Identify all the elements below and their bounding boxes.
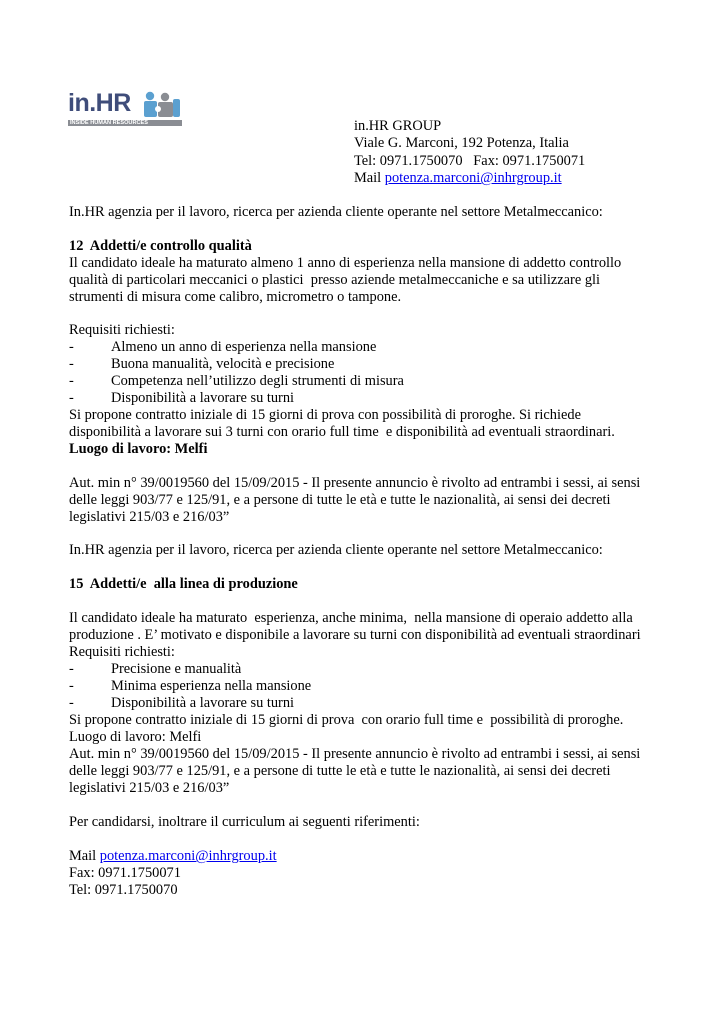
company-address: Viale G. Marconi, 192 Potenza, Italia — [354, 135, 569, 152]
ad2-legal-line: legislativi 215/03 e 216/03” — [69, 780, 230, 796]
ad1-title: 12 Addetti/e controllo qualità — [69, 238, 252, 254]
ad1-desc-line: strumenti di misura come calibro, micrometro o tampone. — [69, 289, 402, 305]
ad1-requirement-item: Competenza nell’utilizzo degli strumenti di misura — [111, 373, 404, 389]
bullet-dash: - — [69, 695, 74, 711]
ad1-location: Luogo di lavoro: Melfi — [69, 441, 208, 457]
contact-mail-link[interactable]: potenza.marconi@inhrgroup.it — [99, 848, 277, 864]
logo-brand-text: in.HR — [68, 89, 131, 117]
ad1-requirements-label: Requisiti richiesti: — [69, 322, 175, 338]
ad1-requirement-item: Buona manualità, velocità e precisione — [111, 356, 335, 372]
contact-fax: Fax: 0971.1750071 — [69, 865, 181, 881]
ad2-legal-line: delle leggi 903/77 e 125/91, e a persone di tutte le età e tutte le nazionalità, ai sensi dei decreti — [69, 763, 611, 779]
contact-intro: Per candidarsi, inoltrare il curriculum ai seguenti riferimenti: — [69, 814, 420, 830]
bullet-dash: - — [69, 390, 74, 406]
ad1-requirement-item: Disponibilità a lavorare su turni — [111, 390, 295, 406]
bullet-dash: - — [69, 678, 74, 694]
ad1-desc-line: Il candidato ideale ha maturato almeno 1 anno di esperienza nella mansione di addetto controllo — [69, 255, 622, 271]
ad1-legal-line: legislativi 215/03 e 216/03” — [69, 509, 230, 525]
ad2-requirement-item: Minima esperienza nella mansione — [111, 678, 312, 694]
mail-label: Mail — [354, 170, 385, 187]
ad2-requirement-item: Precisione e manualità — [111, 661, 242, 677]
ad1-requirement-item: Almeno un anno di esperienza nella mansione — [111, 339, 377, 355]
ad1-offer-line: disponibilità a lavorare sui 3 turni con orario full time e disponibilità ad eventuali straordinari. — [69, 424, 615, 440]
ad2-location: Luogo di lavoro: Melfi — [69, 729, 202, 745]
logo-tagline: INSIDE HUMAN RESOURCES — [70, 120, 149, 126]
company-logo — [68, 88, 182, 132]
ad1-desc-line: qualità di particolari meccanici o plastici presso aziende metalmeccaniche e sa utilizzare gli — [69, 272, 601, 288]
ad2-intro: In.HR agenzia per il lavoro, ricerca per azienda cliente operante nel settore Metalmeccanico: — [69, 542, 603, 558]
ad2-requirement-item: Disponibilità a lavorare su turni — [111, 695, 295, 711]
contact-mail — [69, 848, 277, 865]
ad2-requirements-label: Requisiti richiesti: — [69, 644, 175, 660]
ad2-desc-line: Il candidato ideale ha maturato esperienza, anche minima, nella mansione di operaio addetto alla — [69, 610, 633, 626]
ad1-intro: In.HR agenzia per il lavoro, ricerca per azienda cliente operante nel settore Metalmeccanico: — [69, 204, 603, 220]
bullet-dash: - — [69, 339, 74, 355]
bullet-dash: - — [69, 661, 74, 677]
bullet-dash: - — [69, 356, 74, 372]
company-phones: Tel: 0971.1750070 Fax: 0971.1750071 — [354, 152, 586, 169]
ad2-desc-line: produzione . E’ motivato e disponibile a lavorare su turni con disponibilità ad eventuali straordinari — [69, 627, 641, 643]
company-address-block — [354, 118, 585, 188]
ad1-offer-line: Si propone contratto iniziale di 15 giorni di prova con possibilità di proroghe. Si richiede — [69, 407, 581, 423]
contact-tel: Tel: 0971.1750070 — [69, 882, 178, 898]
ad1-legal-line: Aut. min n° 39/0019560 del 15/09/2015 - Il presente annuncio è rivolto ad entrambi i sessi, ai sensi — [69, 475, 641, 491]
ad2-offer: Si propone contratto iniziale di 15 giorni di prova con orario full time e possibilità di proroghe. — [69, 712, 624, 728]
contact-mail-label: Mail — [69, 848, 100, 864]
ad2-title: 15 Addetti/e alla linea di produzione — [69, 576, 298, 592]
company-name: in.HR GROUP — [354, 118, 442, 134]
puzzle-people-icon — [141, 91, 181, 119]
company-mail — [354, 170, 585, 187]
ad2-legal-line: Aut. min n° 39/0019560 del 15/09/2015 - Il presente annuncio è rivolto ad entrambi i sessi, ai sensi — [69, 746, 641, 762]
ad1-legal-line: delle leggi 903/77 e 125/91, e a persone di tutte le età e tutte le nazionalità, ai sensi dei decreti — [69, 492, 611, 508]
bullet-dash: - — [69, 373, 74, 389]
mail-link[interactable]: potenza.marconi@inhrgroup.it — [384, 170, 562, 187]
